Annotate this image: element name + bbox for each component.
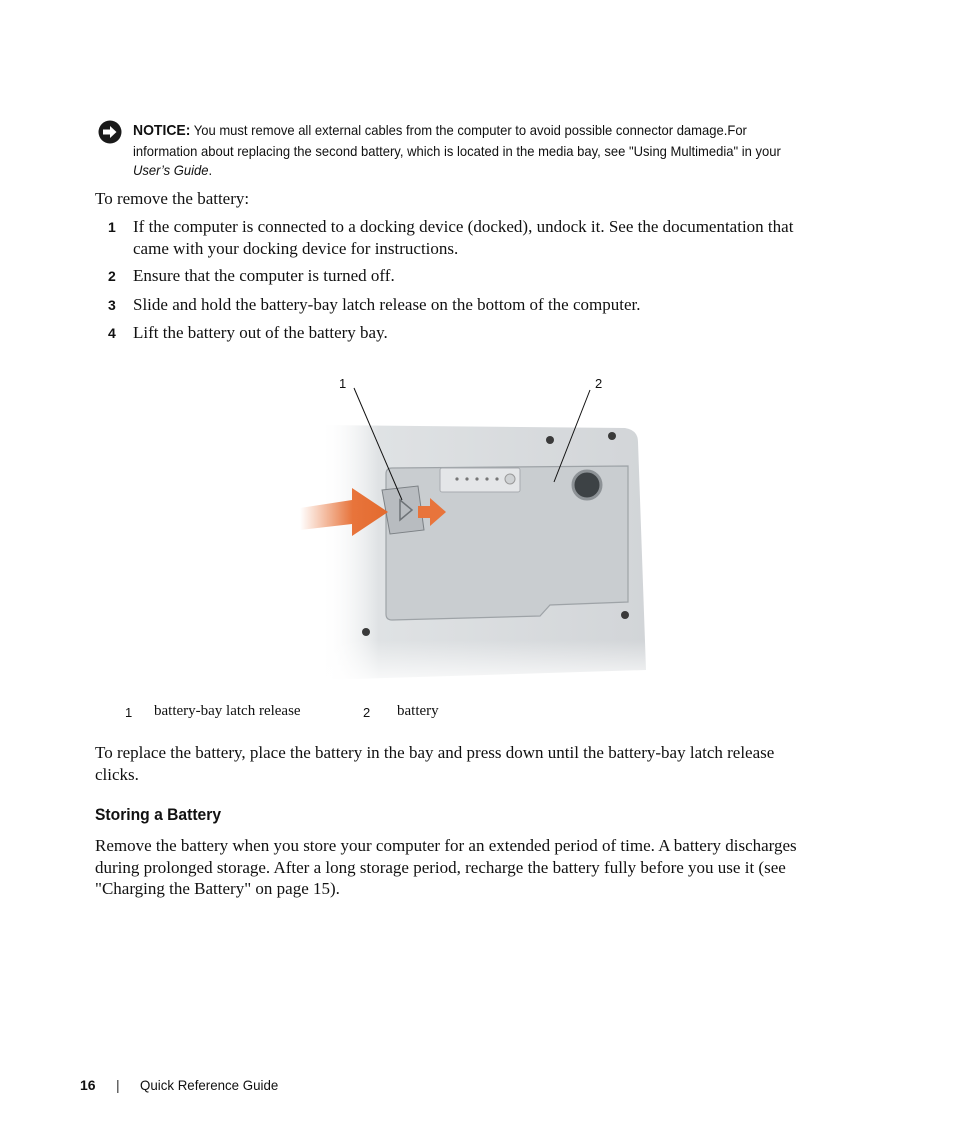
caption-num-2: 2 bbox=[363, 705, 371, 720]
callout-2: 2 bbox=[595, 376, 603, 391]
notice-arrow-icon bbox=[98, 120, 122, 144]
notice-message: You must remove all external cables from the computer to avoid possible connector damage.For bbox=[193, 122, 747, 138]
footer-separator: | bbox=[116, 1077, 120, 1093]
page-number: 16 bbox=[80, 1077, 96, 1093]
replace-line2: clicks. bbox=[95, 764, 139, 784]
rubber-foot bbox=[573, 471, 601, 499]
notice-text-line3 bbox=[133, 161, 817, 181]
latch-release bbox=[382, 486, 424, 534]
caption-text-2: battery bbox=[397, 703, 439, 719]
notice-text-line1 bbox=[133, 121, 817, 141]
step-text: Slide and hold the battery-bay latch release on the bottom of the computer. bbox=[133, 295, 641, 314]
replace-paragraph bbox=[95, 742, 875, 785]
intro-text: To remove the battery: bbox=[95, 189, 250, 208]
storing-line1: Remove the battery when you store your computer for an extended period of time. A battery discharges bbox=[95, 836, 797, 855]
notice-message-cont: information about replacing the second battery, which is located in the media bay, see "Using Multimedia" in your bbox=[133, 143, 781, 159]
step-number: 4 bbox=[108, 325, 116, 341]
storing-paragraph bbox=[95, 835, 885, 900]
step-4 bbox=[108, 322, 868, 344]
callout-1: 1 bbox=[339, 376, 347, 391]
step-text bbox=[133, 216, 863, 259]
step-text: Ensure that the computer is turned off. bbox=[133, 266, 395, 285]
step-2 bbox=[108, 265, 868, 287]
step-text-line2: came with your docking device for instructions. bbox=[133, 238, 459, 258]
section-heading: Storing a Battery bbox=[95, 805, 222, 824]
step-text: Lift the battery out of the battery bay. bbox=[133, 323, 388, 342]
guide-end: . bbox=[208, 162, 213, 178]
storing-line2: during prolonged storage. After a long storage period, recharge the battery fully before you use it (see bbox=[95, 857, 786, 877]
step-1 bbox=[108, 216, 868, 260]
step-3 bbox=[108, 294, 868, 316]
replace-line1: To replace the battery, place the battery in the bay and press down until the battery-bay latch release bbox=[95, 743, 775, 762]
caption-num-1: 1 bbox=[125, 705, 133, 720]
storing-line3: "Charging the Battery" on page 15). bbox=[95, 879, 340, 898]
laptop-bottom-illustration bbox=[300, 370, 660, 690]
footer-guide-title: Quick Reference Guide bbox=[140, 1077, 279, 1093]
step-number: 1 bbox=[108, 219, 116, 235]
guide-title: User’s Guide bbox=[133, 162, 209, 178]
notice-text-line2 bbox=[133, 142, 817, 162]
battery-figure bbox=[300, 370, 660, 690]
step-number: 2 bbox=[108, 268, 116, 284]
notice-label: NOTICE: bbox=[133, 122, 191, 139]
caption-text-1: battery-bay latch release bbox=[154, 703, 301, 719]
step-text-line1: If the computer is connected to a docking device (docked), undock it. See the documentation that bbox=[133, 217, 794, 236]
step-number: 3 bbox=[108, 297, 116, 313]
